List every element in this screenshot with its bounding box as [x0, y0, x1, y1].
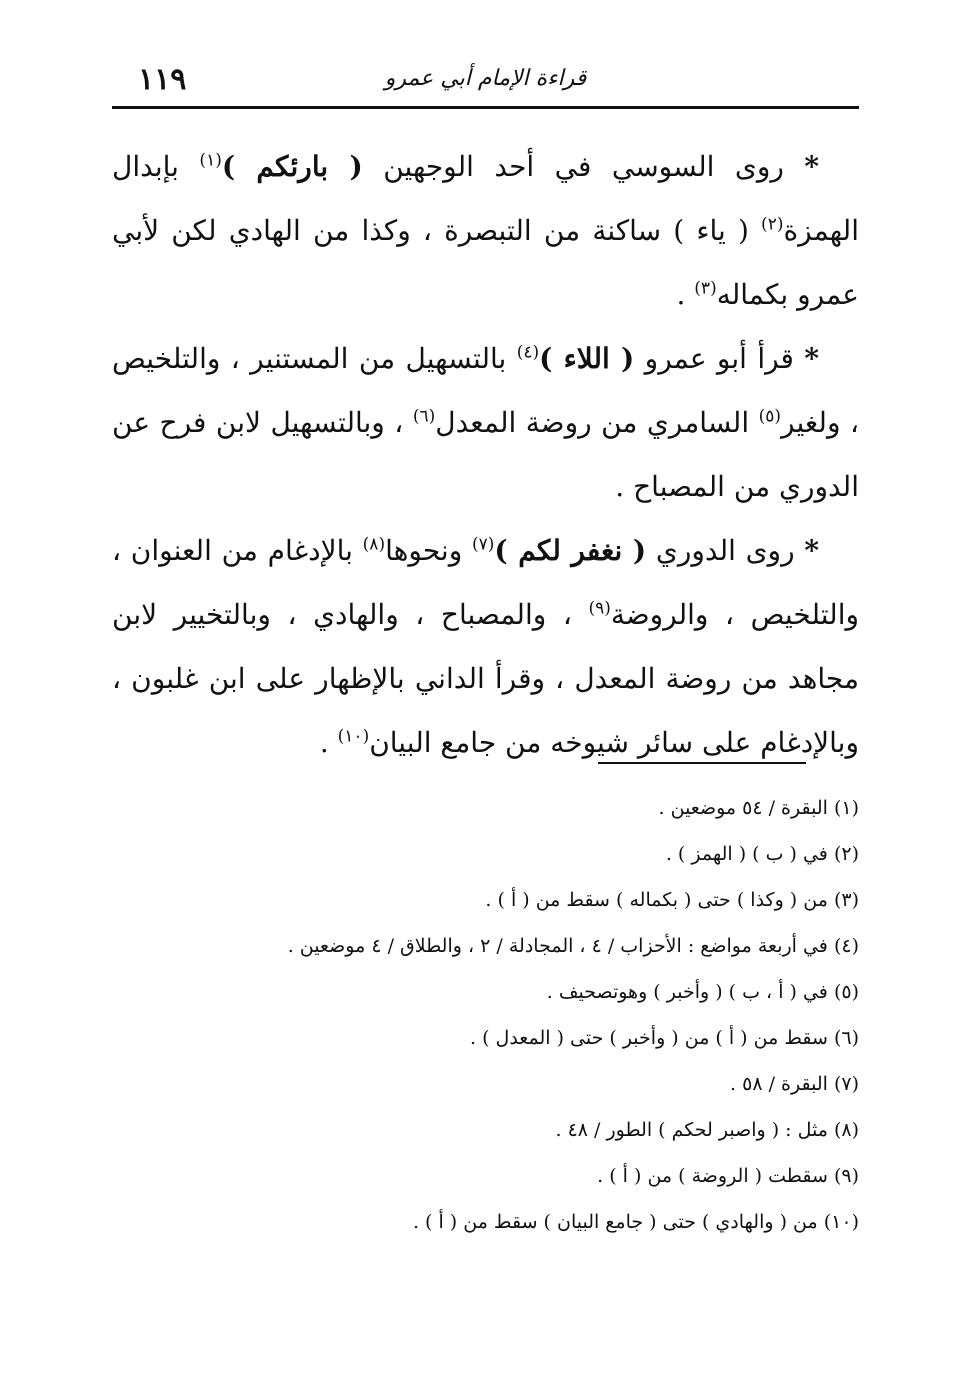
- footnote-ref: (١): [199, 150, 222, 171]
- asterisk-marker: *: [804, 150, 819, 183]
- asterisk-marker: *: [804, 342, 819, 375]
- paragraph: [112, 327, 859, 519]
- footnote: [112, 831, 859, 877]
- footnote-number: (٢): [833, 843, 859, 865]
- paragraph-text: بالتسهيل من المستنير ، والتلخيص ، ولغير: [112, 342, 859, 439]
- footnote-text: في أربعة مواضع : الأحزاب / ٤ ، المجادلة / ٢ ، والطلاق / ٤ موضعين .: [287, 935, 834, 957]
- paragraph-text: ، والمصباح ، والهادي ، وبالتخيير لابن مجاهد من روضة المعدل ، وقرأ الداني بالإظهار على ابن غلبون ، وبالإدغام على سائر شيوخه من جامع البيان: [112, 598, 859, 759]
- footnote-text: من ( والهادي ) حتى ( جامع البيان ) سقط من ( أ ) .: [412, 1211, 824, 1233]
- footnote: [112, 1107, 859, 1153]
- footnote-text: في ( ب ) ( الهمز ) .: [665, 843, 834, 865]
- paragraph: [112, 519, 859, 775]
- asterisk-marker: *: [804, 534, 819, 567]
- footnote: [112, 877, 859, 923]
- running-title: قراءة الإمام أبي عمرو: [384, 66, 587, 91]
- header-rule: [112, 106, 859, 109]
- footnote-number: (٧): [833, 1073, 859, 1095]
- page-number: ١١٩: [138, 62, 187, 97]
- footnote: [112, 785, 859, 831]
- paragraph-text: .: [676, 278, 695, 311]
- footnote-text: مثل : ( واصبر لحكم ) الطور / ٤٨ .: [555, 1119, 834, 1141]
- paragraph-text: قرأ أبو عمرو: [634, 342, 805, 375]
- footnote-ref: (١٠): [337, 726, 370, 747]
- footnote-ref: (٩): [588, 598, 611, 619]
- footnote: [112, 1061, 859, 1107]
- footnote-text: في ( أ ، ب ) ( وأخبر ) وهوتصحيف .: [546, 981, 834, 1003]
- footnote-ref: (٦): [412, 406, 436, 427]
- footnote-number: (١): [833, 797, 859, 819]
- body-text: [112, 135, 859, 775]
- paragraph: [112, 135, 859, 327]
- footnote: [112, 1153, 859, 1199]
- page-header: [112, 62, 859, 106]
- paragraph-text: ( ياء ) ساكنة من التبصرة ، وكذا من الهادي لكن لأبي عمرو بكماله: [112, 214, 859, 311]
- footnote-number: (٤): [833, 935, 859, 957]
- paragraph-text: ونحوها: [385, 534, 472, 567]
- footnote-text: سقطت ( الروضة ) من ( أ ) .: [597, 1165, 834, 1187]
- quoted-word: ( بارئكم ): [221, 150, 363, 183]
- footnote-text: البقرة / ٥٤ موضعين .: [658, 797, 834, 819]
- footnote: [112, 1015, 859, 1061]
- footnote-ref: (٥): [758, 406, 781, 427]
- footnote-ref: (٢): [761, 214, 784, 235]
- footnote-ref: (٤): [516, 342, 540, 363]
- footnote: [112, 923, 859, 969]
- footnote: [112, 1199, 859, 1245]
- footnote-number: (١٠): [823, 1211, 859, 1233]
- footnote-number: (٥): [833, 981, 859, 1003]
- footnotes: [112, 785, 859, 1245]
- paragraph-text: .: [319, 726, 338, 759]
- footnote-ref: (٣): [694, 278, 717, 299]
- footnote-text: من ( وكذا ) حتى ( بكماله ) سقط من ( أ ) .: [485, 889, 834, 911]
- paragraph-text: روى السوسي في أحد الوجهين: [362, 150, 805, 183]
- footnote: [112, 969, 859, 1015]
- paragraph-text: بإبدال الهمزة: [112, 150, 859, 247]
- footnote-ref: (٨): [362, 534, 386, 555]
- footnote-ref: (٧): [471, 534, 495, 555]
- paragraph-text: السامري من روضة المعدل: [435, 406, 759, 439]
- footnote-number: (٨): [833, 1119, 859, 1141]
- quoted-word: ( اللاء ): [539, 342, 635, 375]
- paragraph-text: روى الدوري: [646, 534, 805, 567]
- paragraph-text: بالإدغام من العنوان ، والتلخيص ، والروضة: [112, 534, 860, 631]
- footnote-number: (٩): [833, 1165, 859, 1187]
- footnote-separator: [598, 762, 806, 764]
- footnote-number: (٦): [833, 1027, 859, 1049]
- quoted-word: ( نغفر لكم ): [494, 534, 647, 567]
- footnote-number: (٣): [833, 889, 859, 911]
- paragraph-text: ، وبالتسهيل لابن فرح عن الدوري من المصباح .: [112, 406, 859, 503]
- footnote-text: سقط من ( أ ) من ( وأخبر ) حتى ( المعدل ) .: [470, 1027, 834, 1049]
- footnote-text: البقرة / ٥٨ .: [730, 1073, 834, 1095]
